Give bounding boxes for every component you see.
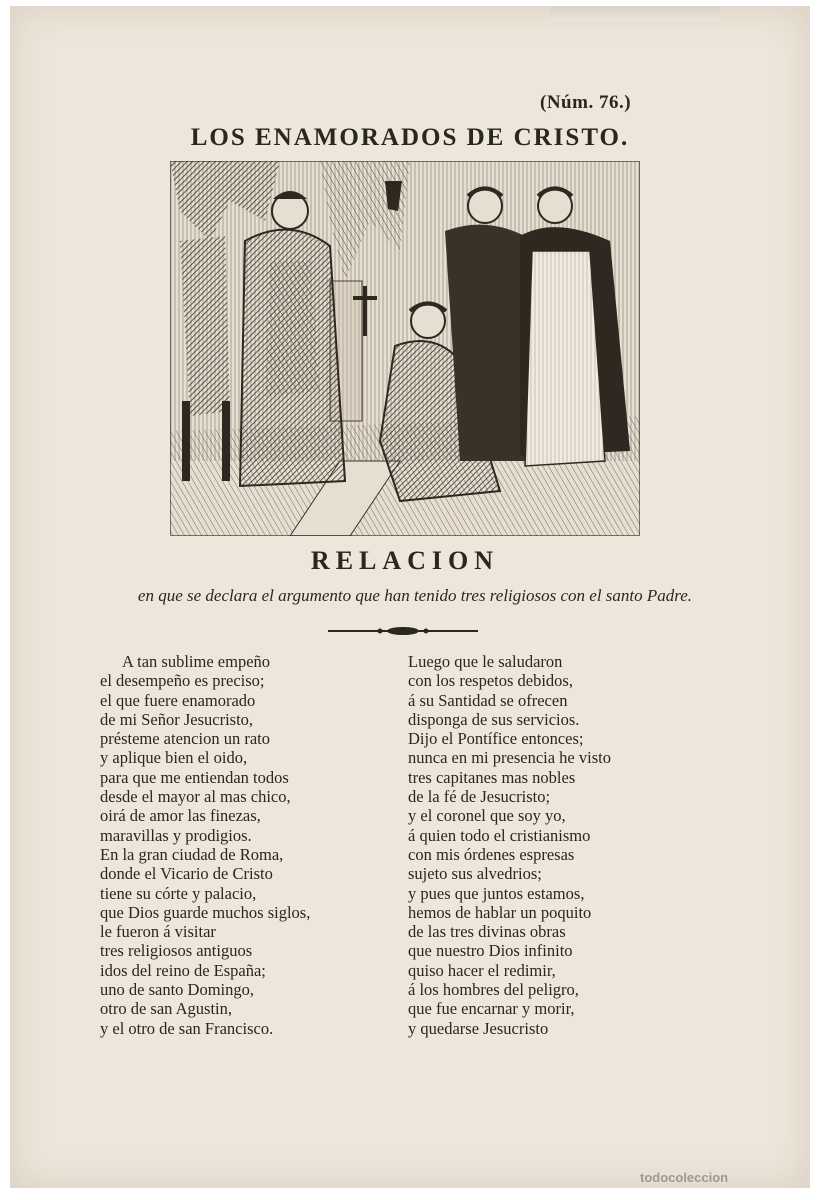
poem-line: que fue encarnar y morir, bbox=[408, 999, 575, 1019]
poem-line: nunca en mi presencia he visto bbox=[408, 748, 611, 768]
poem-line: oirá de amor las finezas, bbox=[100, 806, 261, 826]
poem-line: con los respetos debidos, bbox=[408, 671, 573, 691]
poem-line: Dijo el Pontífice entonces; bbox=[408, 729, 584, 749]
poem-line: y el otro de san Francisco. bbox=[100, 1018, 274, 1038]
poem-line: uno de santo Domingo, bbox=[100, 980, 254, 1000]
watermark: todocoleccion bbox=[640, 1170, 729, 1185]
poem-line: y aplique bien el oido, bbox=[100, 748, 248, 768]
poem-line: de las tres divinas obras bbox=[408, 922, 566, 942]
document-page bbox=[10, 6, 810, 1188]
poem-line: quiso hacer el redimir, bbox=[408, 960, 556, 980]
poem-column-left bbox=[100, 652, 390, 1038]
poem-line: y el coronel que soy yo, bbox=[408, 806, 566, 826]
poem-line: A tan sublime empeño bbox=[122, 652, 271, 671]
poem-line: y quedarse Jesucristo bbox=[408, 1018, 549, 1038]
poem-line: Luego que le saludaron bbox=[408, 652, 563, 671]
poem-column-right bbox=[408, 652, 708, 1038]
page-title: LOS ENAMORADOS DE CRISTO. bbox=[190, 124, 630, 151]
poem-line: á quien todo el cristianismo bbox=[408, 825, 591, 845]
poem-line: En la gran ciudad de Roma, bbox=[100, 844, 284, 864]
poem-line: le fueron á visitar bbox=[100, 922, 216, 942]
poem-line: tiene su córte y palacio, bbox=[100, 883, 257, 903]
poem-line: con mis órdenes espresas bbox=[408, 844, 575, 864]
section-heading: RELACION bbox=[310, 546, 500, 575]
page-fold bbox=[550, 6, 720, 22]
poem-line: tres capitanes mas nobles bbox=[408, 767, 576, 787]
poem-line: hemos de hablar un poquito bbox=[408, 902, 592, 922]
poem-line: para que me entiendan todos bbox=[100, 767, 289, 787]
poem-line: sujeto sus alvedrios; bbox=[408, 864, 542, 884]
poem-line: tres religiosos antiguos bbox=[100, 941, 253, 961]
poem-line: disponga de sus servicios. bbox=[408, 709, 580, 729]
poem-line: desde el mayor al mas chico, bbox=[100, 787, 291, 807]
poem-line: donde el Vicario de Cristo bbox=[100, 864, 273, 884]
poem-line: présteme atencion un rato bbox=[100, 729, 270, 749]
poem-line: de la fé de Jesucristo; bbox=[408, 787, 551, 807]
poem-line: el que fuere enamorado bbox=[100, 690, 256, 710]
issue-number: (Núm. 76.) bbox=[540, 92, 632, 113]
poem-line: maravillas y prodigios. bbox=[100, 825, 252, 845]
poem-line: á los hombres del peligro, bbox=[408, 980, 579, 1000]
poem-line: de mi Señor Jesucristo, bbox=[100, 709, 254, 729]
poem-line: idos del reino de España; bbox=[100, 960, 266, 980]
poem-line: y pues que juntos estamos, bbox=[408, 883, 585, 903]
poem-line: que nuestro Dios infinito bbox=[408, 941, 573, 961]
woodcut-illustration bbox=[170, 161, 640, 536]
subtitle: en que se declara el argumento que han tenido tres religiosos con el santo Padre. bbox=[137, 586, 693, 605]
poem-line: á su Santidad se ofrecen bbox=[408, 690, 568, 710]
poem-line: el desempeño es preciso; bbox=[100, 671, 265, 691]
divider-ornament bbox=[328, 624, 478, 638]
poem-line: que Dios guarde muchos siglos, bbox=[100, 902, 311, 922]
poem-line: otro de san Agustin, bbox=[100, 999, 232, 1019]
